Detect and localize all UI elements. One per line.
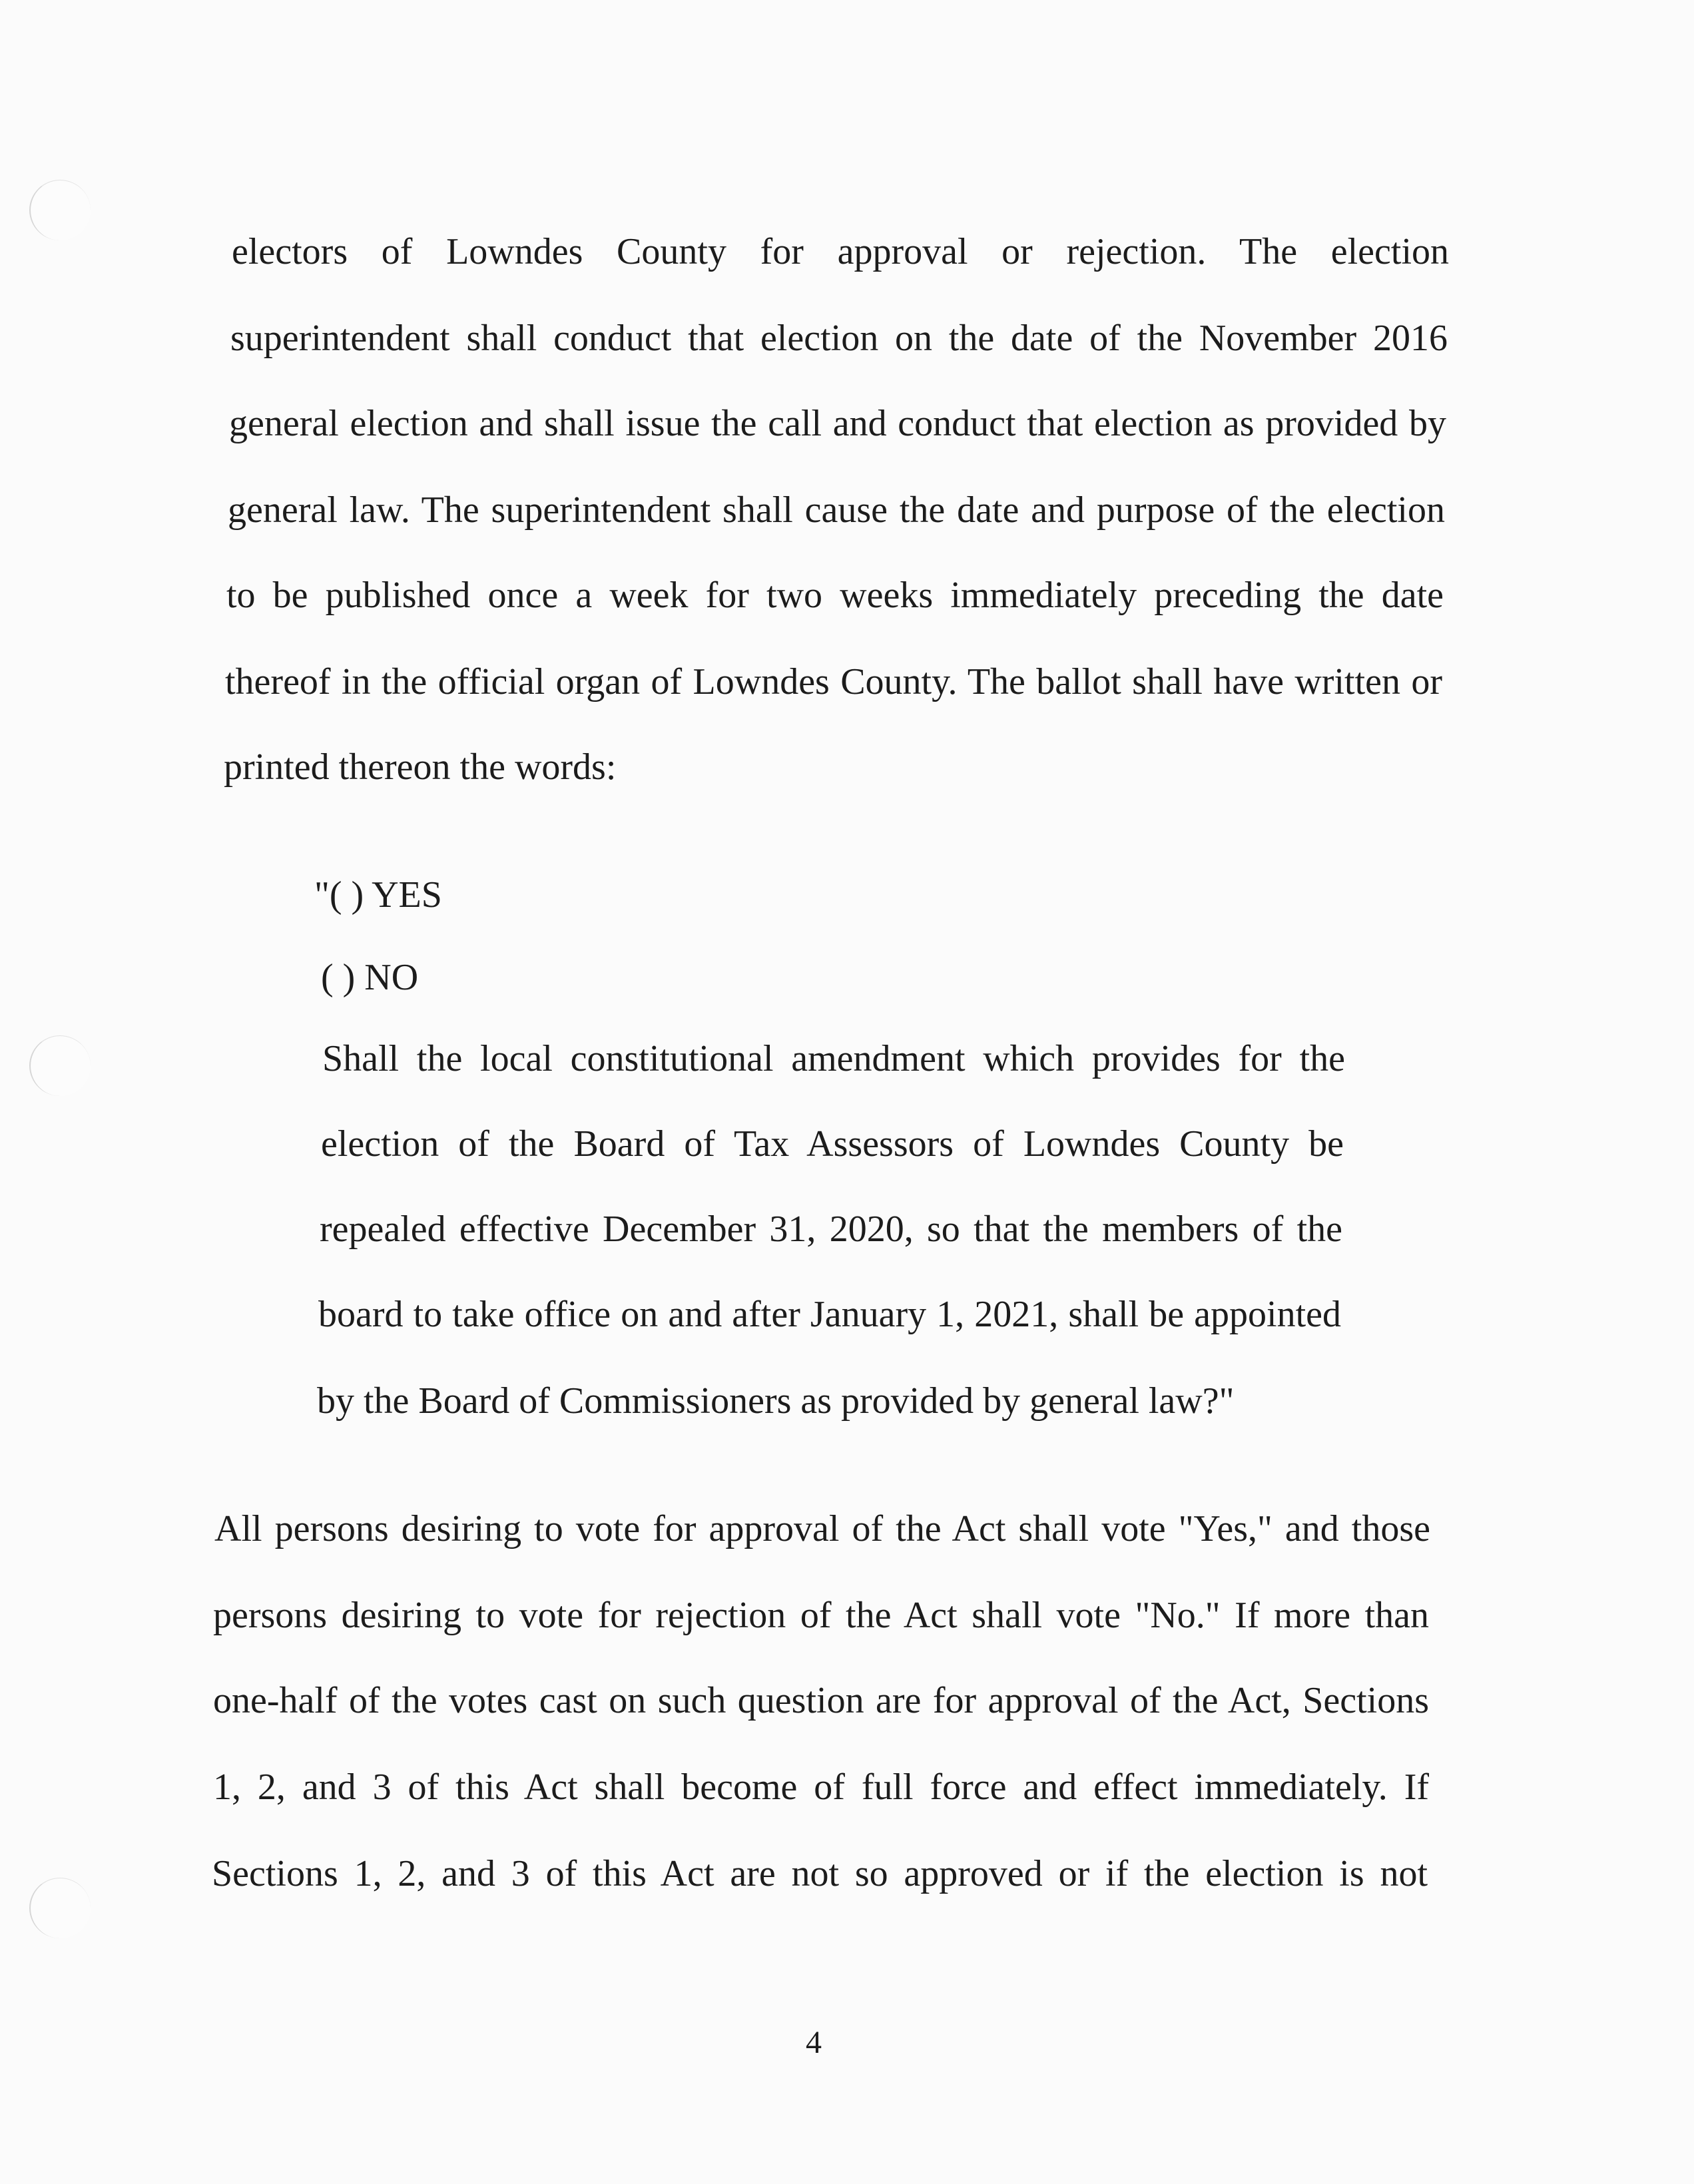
text-line: All persons desiring to vote for approval of the Act shall vote "Yes," and those	[214, 1508, 1430, 1549]
ballot-question-line: election of the Board of Tax Assessors of Lowndes County be	[321, 1123, 1344, 1165]
text-line: to be published once a week for two weeks immediately preceding the date	[226, 575, 1444, 616]
ballot-yes-option: "( ) YES	[314, 874, 442, 916]
text-line: printed thereon the words:	[224, 746, 617, 788]
text-line: Sections 1, 2, and 3 of this Act are not so approved or if the election is not	[212, 1853, 1428, 1894]
text-line: thereof in the official organ of Lowndes County. The ballot shall have written or	[225, 661, 1442, 702]
ballot-question-line: board to take office on and after January 1, 2021, shall be appointed	[318, 1294, 1341, 1335]
punch-hole	[29, 180, 91, 240]
text-line: persons desiring to vote for rejection of the Act shall vote "No." If more than	[213, 1595, 1429, 1636]
page-number: 4	[806, 2025, 822, 2060]
text-line: general law. The superintendent shall cause the date and purpose of the election	[228, 489, 1445, 531]
text-line: general election and shall issue the call and conduct that election as provided by	[229, 403, 1446, 444]
text-line: electors of Lowndes County for approval or rejection. The election	[232, 231, 1449, 272]
ballot-question-line: repealed effective December 31, 2020, so that the members of the	[320, 1209, 1342, 1250]
punch-hole	[29, 1035, 91, 1096]
text-line: 1, 2, and 3 of this Act shall become of full force and effect immediately. If	[213, 1767, 1429, 1808]
text-line: superintendent shall conduct that election on the date of the November 2016	[230, 318, 1448, 359]
ballot-question-line: Shall the local constitutional amendment which provides for the	[322, 1038, 1345, 1079]
ballot-question-line: by the Board of Commissioners as provided by general law?"	[317, 1380, 1235, 1422]
ballot-no-option: ( ) NO	[321, 957, 419, 998]
punch-hole	[29, 1878, 91, 1938]
text-line: one-half of the votes cast on such question are for approval of the Act, Sections	[213, 1680, 1429, 1721]
